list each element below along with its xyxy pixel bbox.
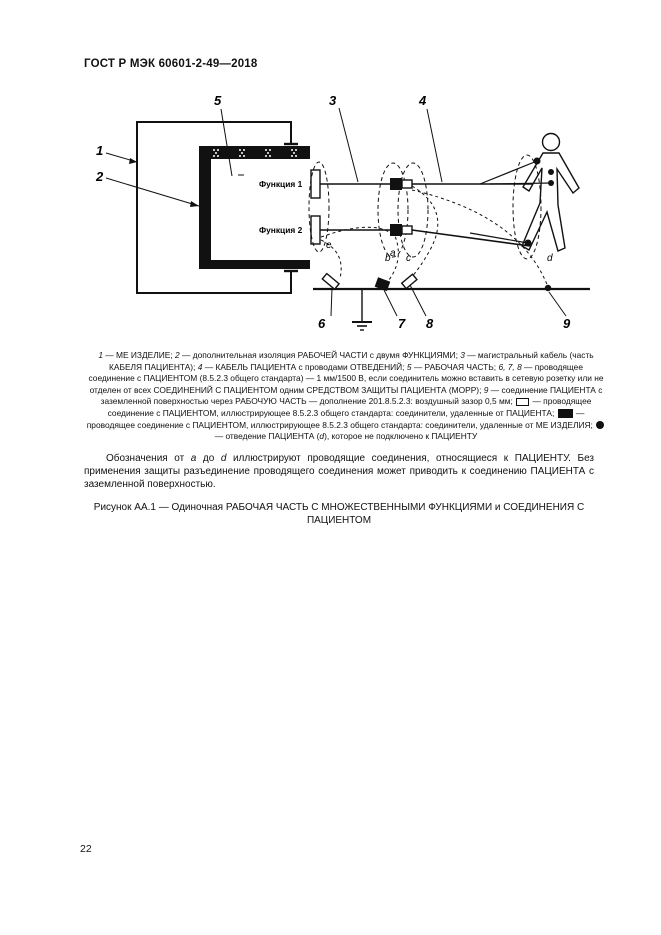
legend-num-9: 9 [483,384,489,395]
legend-text-3: — магистральный кабель (часть КАБЕЛЯ ПАЦИЕНТА); [109,350,594,372]
ref-3: 3 [329,93,337,108]
letter-a: a [390,248,396,259]
note-paragraph [84,452,594,491]
page-number: 22 [80,843,92,855]
function-2-connector [311,216,320,244]
legend-text-filled: — проводящее соединение с ПАЦИЕНТОМ, иллюстрирующее 8.5.2.3 общего стандарта: соединители, удаленные от МЕ ИЗДЕЛИЯ; [86,407,596,430]
ref-4: 4 [419,93,427,108]
legend-num-5: 5 [406,361,412,372]
legend-text-dot-b: ), которое не подключено к ПАЦИЕНТУ [324,431,478,442]
ellipse-b [378,163,408,257]
ref-6: 6 [318,316,326,331]
figure-caption: Рисунок АА.1 — Одиночная РАБОЧАЯ ЧАСТЬ С МНОЖЕСТВЕННЫМИ ФУНКЦИЯМИ и СОЕДИНЕНИЯ С ПАЦИЕНТОМ [93,502,585,526]
open-connector-icon [516,398,529,406]
legend-text-open: — проводящее соединение с ПАЦИЕНТОМ, иллюстрирующее 8.5.2.3 общего стандарта: соединители, удаленные от ПАЦИЕНТА; [107,396,592,418]
function-2-label: Функция 2 [259,225,303,235]
ref-9: 9 [563,316,571,331]
note-letter-d: d [220,453,227,464]
legend-text-dot-a: — отведение ПАЦИЕНТА ( [214,431,320,442]
legend-num-3: 3 [460,350,465,360]
letter-b: b [385,253,391,264]
letter-d: d [547,253,553,264]
legend-num-4: 4 [197,361,203,372]
note-text-2: до [196,453,221,464]
connector-filled-2 [390,224,402,236]
letter-c: c [406,253,411,264]
figure-diagram [0,0,661,340]
function-1-label: Функция 1 [259,179,303,189]
legend-text-678: — проводящее соединение с ПАЦИЕНТОМ (8.5.2.3 общего стандарта) — 1 мм/1500 В, если соединитель можно вставить в сетевую розетку или не отделен от всех СОЕДИНЕНИЙ С ПАЦИЕНТОМ одним СРЕДСТВОМ ЗАЩИТЫ ПАЦИЕНТА (МОРР); [88,361,604,395]
legend-text-5: — РАБОЧАЯ ЧАСТЬ; [411,361,499,372]
legend-text-2: — дополнительная изоляция РАБОЧЕЙ ЧАСТИ с двумя ФУНКЦИЯМИ; [179,350,461,360]
patient-cable-2 [412,230,530,246]
ref-7: 7 [398,316,406,331]
lead-dot-icon [596,421,604,429]
figure-legend [86,350,606,443]
patient-leads [525,158,555,247]
ellipse-c [398,163,428,257]
ref-5: 5 [214,93,222,108]
legend-text-9: — соединение ПАЦИЕНТА с заземленной поверхностью через РАБОЧУЮ ЧАСТЬ — дополнение 201.8.5.2.3: воздушный зазор 0,5 мм; [100,384,603,407]
connector-filled-1 [390,178,402,190]
legend-num-2: 2 [175,350,180,360]
applied-part-inner [211,159,310,260]
patient-figure [522,134,579,252]
ref-1: 1 [96,143,104,158]
ref-2: 2 [96,169,104,184]
legend-num-678: 6, 7, 8 [498,361,522,372]
legend-num-1: 1 [98,350,103,360]
letter-e: e [326,240,332,251]
legend-text-dot-d: d [319,431,325,442]
ref-8: 8 [426,316,434,331]
note-text-3: иллюстрируют проводящие соединения, относящиеся к ПАЦИЕНТУ. Без применения защиты разъединение проводящего соединения может приводить к соединению ПАЦИЕНТА с заземленной поверхностью. [84,453,594,490]
note-text-1: Обозначения от [106,453,191,464]
legend-text-1: — МЕ ИЗДЕЛИЕ; [102,350,175,360]
filled-connector-icon [558,409,573,418]
legend-text-4: — КАБЕЛЬ ПАЦИЕНТА с проводами ОТВЕДЕНИЙ; [202,361,407,372]
connector-open-1 [402,180,412,188]
note-letter-a: a [190,453,197,464]
connector-open-2 [402,226,412,234]
page-header: ГОСТ Р МЭК 60601-2-49—2018 [84,58,258,70]
